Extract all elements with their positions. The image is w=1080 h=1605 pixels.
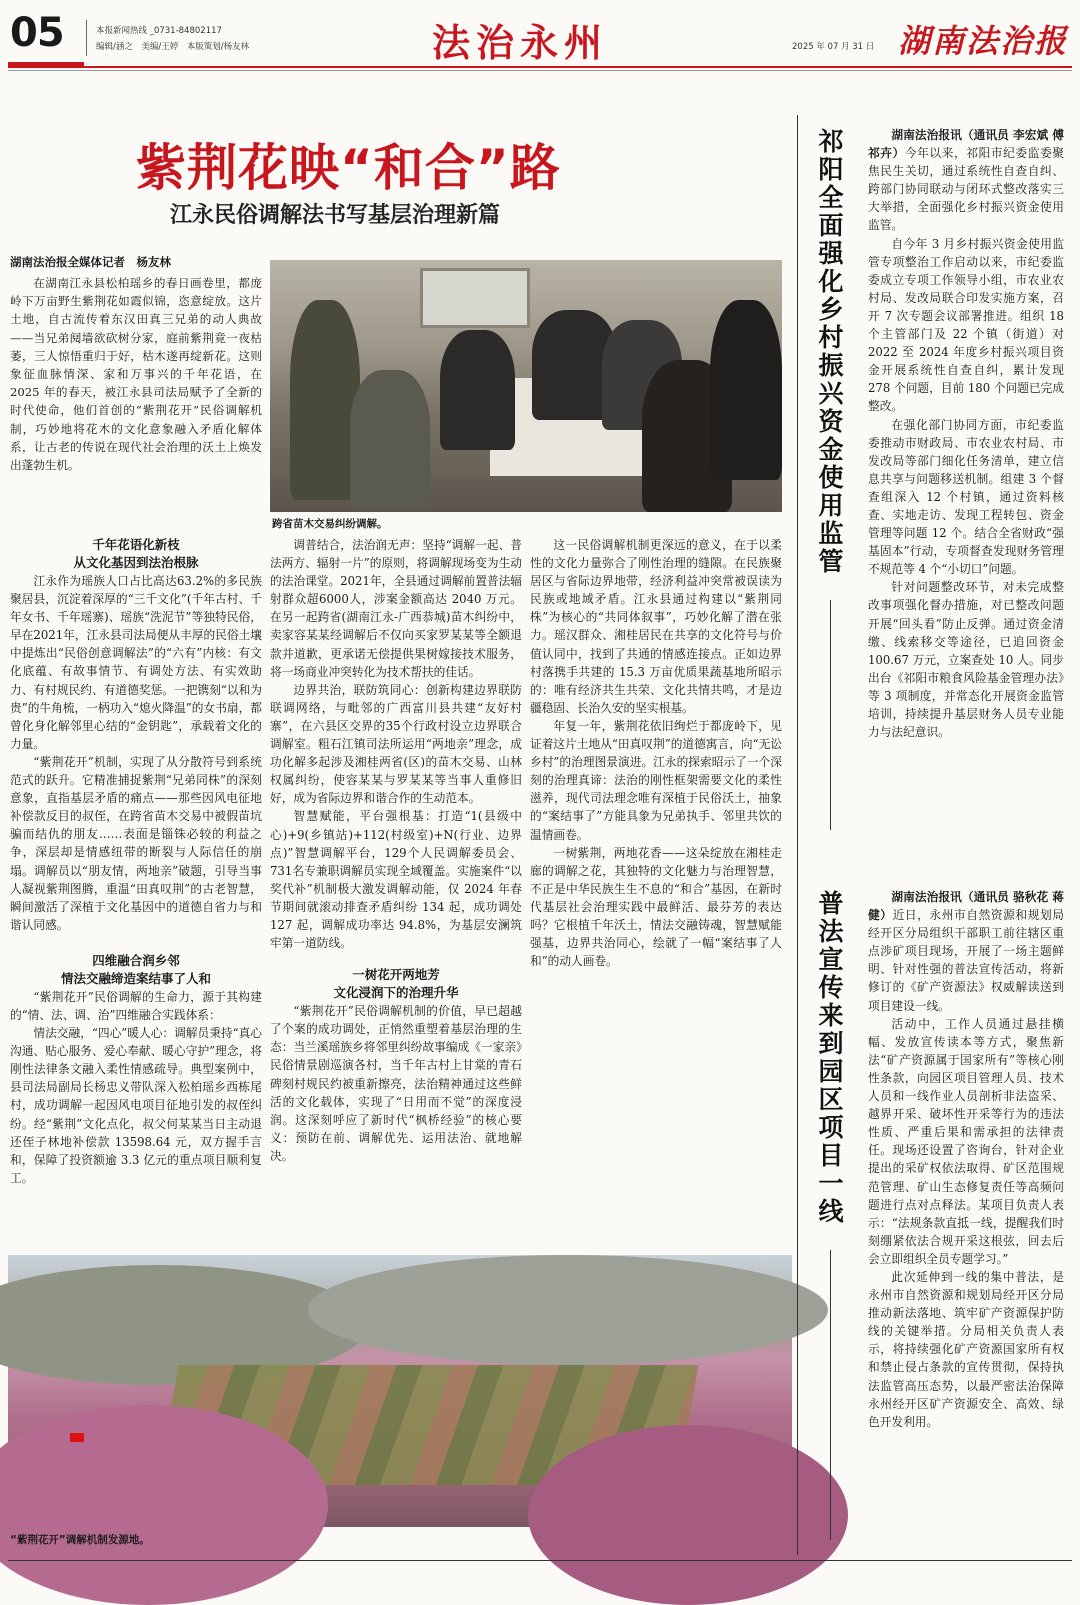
paragraph: 边界共治，联防筑同心：创新构建边界联防联调网络，与毗邻的广西富川县共建“友好村寨”，在六县区交界的35个行政村设立边界联合调解室。粗石江镇司法所运用“两地亲”理念，成功化解多起涉及湘桂两省(区)的苗木交易、山林权属纠纷，使容某某与罗某某等当事人重修旧好，成为省际边界和谐合作的生动范本。 xyxy=(270,682,522,806)
column-3 xyxy=(530,536,782,1256)
photo2-caption: “紫荆花开”调解机制发源地。 xyxy=(10,1534,150,1546)
story1-title-rule xyxy=(830,600,831,830)
section-2-title-line2: 情法交融缔造案结事了人和 xyxy=(60,970,211,986)
column-1 xyxy=(10,536,262,1185)
paragraph: 针对问题整改环节，对未完成整改事项强化督办措施，对已整改问题开展“回头看”防止反弹。通过资金清缴、线索移交等途径，已追回资金 100.67 万元，立案查处 10 人。同步出台《祁阳市粮食风险基金管理办法》等 3 项制度，并常态化开展资金监管培训，持续提升基层财务人员专业能力与法纪意识。 xyxy=(868,580,1064,740)
section-title: 法治永州 xyxy=(432,20,609,65)
photo-hill xyxy=(308,1255,828,1365)
mediation-photo xyxy=(270,260,782,512)
section-3-title-line2: 文化浸润下的治理升华 xyxy=(333,985,459,1001)
story1-title: 祁阳全面强化乡村振兴资金使用监管 xyxy=(815,128,844,576)
paragraph: 此次延伸到一线的集中普法，是永州市自然资源和规划局经开区分局推动新法落地、筑牢矿产资源保护防线的关键举措。分局相关负责人表示，将持续强化矿产资源国家所有权和禁止侵占条款的宣传贯彻，保持执法监管高压态势，以最严密法治保障永州经开区矿产资源安全、高效、绿色开发利用。 xyxy=(868,1269,1064,1429)
section-1-title-line1: 千年花语化新枝 xyxy=(92,537,180,552)
header-rule xyxy=(8,66,1072,68)
story1-body xyxy=(868,126,1064,846)
paragraph: 江永作为瑶族人口占比高达63.2%的多民族聚居县，沉淀着深厚的“三千文化”(千年古村、千年女书、千年瑶寨)、瑶族“洗泥节”等独特民俗，早在2021年，江永县司法局便从丰厚的民俗土壤中提炼出“民俗创意调解法”的“六有”内核：有文化底蕴、有故事情节、有调处方法、有实效助力、有村规民约、有道德奖惩。一把镌刻“以和为贵”的牛角梳，一柄功入“熄火降温”的女书扇，都曾化身化解邻里心结的“金钥匙”，承载着文化的力量。 xyxy=(10,574,262,751)
story1-lead-label: 湖南法治报讯（通讯员 李宏斌 傅祁卉） xyxy=(868,128,1064,161)
hotline: 本报新闻热线 _0731-84802117 xyxy=(96,26,222,36)
section-3-title-line1: 一树花开两地芳 xyxy=(352,967,440,983)
photo-red-vehicle xyxy=(70,1433,84,1442)
photo-person xyxy=(710,300,782,480)
paragraph: 年复一年，紫荆花依旧绚烂于都庞岭下，见证着这片土地从“田真叹荆”的道德寓言，向“无讼乡村”的治理图景演进。江永的探索昭示了一个深刻的治理真谛：法治的刚性框架需要文化的柔性滋养，现代司法理念唯有深植于民俗沃土，抽象的“案结事了”方能具象为兄弟执手、邻里共饮的温情画卷。 xyxy=(530,718,782,842)
paragraph: “紫荆花开”机制，实现了从分散符号到系统范式的跃升。它精准捕捉紫荆“兄弟同株”的深刻意象，直指基层矛盾的痛点——那些因风电征地补偿款反目的叔侄，在跨省苗木交易中被假苗坑骗而结仇的朋友……表面是锱铢必较的利益之争，深层却是情感纽带的断裂与人际信任的崩塌。调解员以“朋友情，两地亲”破题，引导当事人凝视紫荆图腾，重温“田真叹荆”的古老智慧，瞬间激活了深植于文化基因中的道德自省力与和谐认同感。 xyxy=(10,754,262,932)
section-1-title-line2: 从文化基因到法治根脉 xyxy=(73,555,199,570)
paragraph: “紫荆花开”民俗调解的生命力，源于其构建的“情、法、调、治”四维融合实践体系： xyxy=(10,989,262,1022)
photo-person xyxy=(440,330,515,450)
story2-body xyxy=(868,888,1064,1558)
page-number: 05 xyxy=(10,10,64,56)
paragraph: 自今年 3 月乡村振兴资金使用监管专项整治工作启动以来，市纪委监委成立专项工作领导小组，市农业农村局、发改局联合印发实施方案，召开 7 次专题会议部署推进。组织 18 个主管部门及 22 个镇（街道）对 2022 至 2024 年度乡村振兴项目资金开展系统性自查自纠，累计发现 278 个问题，目前 180 个问题已完成整改。 xyxy=(868,236,1065,414)
paragraph: 这一民俗调解机制更深远的意义，在于以柔性的文化力量弥合了刚性治理的缝隙。在民族聚居区与省际边界地带，经济利益冲突常被误读为民族或地域矛盾。江永县通过构建以“紫荆同株”为核心的“共同体叙事”，巧妙化解了潜在张力。瑶汉群众、湘桂居民在共享的文化符号与价值认同中，找到了共通的情感连接点。正如边界村落携手共建的 15.3 万亩优质果蔬基地所昭示的：唯有经济共生共荣、文化共情共鸣，才是边疆稳固、长治久安的坚实根基。 xyxy=(530,538,782,715)
section-2-title-line1: 四维融合润乡邻 xyxy=(92,952,180,968)
header-divider xyxy=(86,20,87,56)
photo-window xyxy=(420,268,530,328)
footer-rule xyxy=(8,1560,1072,1561)
photo1-caption: 跨省苗木交易纠纷调解。 xyxy=(272,518,388,530)
newspaper-logo: 湖南法治报 xyxy=(898,22,1069,60)
photo-person xyxy=(350,370,430,510)
paragraph: 情法交融，“四心”暖人心：调解员秉持“真心沟通、贴心服务、爱心奉献、暖心守护”理念，将刚性法律条文融入柔性情感疏导。典型案例中，县司法局副局长杨忠义带队深入松柏瑶乡西栋尾村，成功调解一起因风电项目征地引发的叔侄纠纷。经“紫荆”文化点化，叔父何某某当日主动退还侄子林地补偿款 13598.64 元，双方握手言和，保障了投资额逾 3.3 亿元的重点项目顺利复工。 xyxy=(10,1026,262,1185)
story2-title-rule xyxy=(830,1250,831,1540)
issue-date: 2025 年 07 月 31 日 xyxy=(792,42,875,52)
paragraph: 智慧赋能，平台强根基：打造“1(县级中心)+9(乡镇站)+112(村级室)+N(行业、边界点)”智慧调解平台，129个人民调解委员会、731名专兼职调解员实现全域覆盖。实施案件“以奖代补”机制极大激发调解动能，仅 2024 年春节期间就滚动排查矛盾纠纷 134 起，成功调处 127 起，调解成功率达 94.8%，为基层安澜筑牢第一道防线。 xyxy=(270,809,522,951)
paragraph: “紫荆花开”民俗调解机制的价值，早已超越了个案的成功调处，正悄然重塑着基层治理的生态：当兰溪瑶族乡将邻里纠纷故事编成《一家亲》民俗情景剧巡演各村，当千年古村上甘棠的青石碑刻村规民约被重新擦亮，法治精神通过这些鲜活的文化载体，实现了“日用而不觉”的深度浸润。这深刻呼应了新时代“枫桥经验”的核心要义：预防在前、调解优先、运用法治、就地解决。 xyxy=(270,1004,522,1163)
header-rule-thin xyxy=(8,70,1072,71)
lead-paragraph: 在湖南江永县松柏瑶乡的春日画卷里，都庞岭下万亩野生紫荆花如霞似锦，恣意绽放。这片土地，自古流传着东汉田真三兄弟的动人典故——当兄弟阋墙欲砍树分家，庭前紫荆竟一夜枯萎，三人惊悟重归于好，枯木遂再绽新花。这则象征血脉情深、家和万事兴的千年花语，在 2025 年的春天，被江永县司法局赋予了全新的时代使命，他们首创的“紫荆花开”民俗调解机制，巧妙地将花木的文化意象融入矛盾化解体系，让古老的传说在现代社会治理的沃土上焕发出蓬勃生机。 xyxy=(10,276,262,473)
paragraph: 在强化部门协同方面，市纪委监委推动市财政局、市农业农村局、市发改局等部门细化任务清单，建立信息共享与问题移送机制。组建 3 个督查组深入 12 个村镇，通过资料核查、实地走访、发现工程转包、资金管理等问题 12 个。结合全省财政“强基固本”行动，专项督查发现财务管理不规范等 4 个“小切口”问题。 xyxy=(868,417,1064,577)
paragraph: 活动中，工作人员通过悬挂横幅、发放宣传读本等方式，聚焦新法“矿产资源属于国家所有”等核心刚性条款，向园区项目管理人员、技术人员和一线作业人员剖析非法盗采、越界开采、破坏性开采等行为的违法性质、严重后果和需承担的法律责任。现场还设置了咨询台，针对企业提出的采矿权依法取得、矿区范围规范管理、矿山生态修复责任等高频问题进行点对点释法。某项目负责人表示：“法规条款直抵一线，提醒我们时刻绷紧依法合规开采这根弦，回去后会立即组织全员专题学习。” xyxy=(868,1016,1064,1266)
paragraph: 调普结合，法治润无声：坚持“调解一起、普法两方、辐射一片”的原则，将调解现场变为生动的法治课堂。2021年，全县通过调解前置普法辐射群众超6000人，涉案金额高达 2040 万元。在另一起跨省(湖南江永-广西恭城)苗木纠纷中，卖家容某某经调解后不仅向买家罗某某等全额退款并道歉，更承诺无偿提供果树嫁接技术服务，将一场商业冲突转化为技术帮扶的佳话。 xyxy=(270,538,522,679)
landscape-photo xyxy=(8,1255,792,1527)
sidebar-divider xyxy=(797,115,798,1555)
story2-title: 普法宣传来到园区项目一线 xyxy=(815,890,844,1226)
editors: 编辑/涵之 美编/王婷 本版策划/杨友林 xyxy=(96,42,250,52)
main-subheadline: 江永民俗调解法书写基层治理新篇 xyxy=(170,203,501,228)
photo-blossom xyxy=(528,1425,848,1605)
byline: 湖南法治报全媒体记者 杨友林 xyxy=(10,255,171,269)
story2-lead-label: 湖南法治报讯（通讯员 骆秋花 蒋健） xyxy=(868,890,1064,923)
paragraph: 一树紫荆，两地花香——这朵绽放在湘桂走廊的调解之花，其独特的文化魅力与治理智慧，不正是中华民族生生不息的“和合”基因，在新时代基层社会治理实践中最鲜活、最芬芳的表达吗？它根植千年沃土，情法交融铸魂，智慧赋能强基，边界共治同心，绘就了一幅“案结事了人和”的动人画卷。 xyxy=(530,845,782,969)
main-headline: 紫荆花映“和合”路 xyxy=(136,139,561,197)
column-2 xyxy=(270,536,522,1256)
paragraph: 近日，永州市自然资源和规划局经开区分局组织干部职工前往辖区重点涉矿项目现场，开展了一场主题鲜明、针对性强的普法宣传活动，将新修订的《矿产资源法》权威解读送到项目建设一线。 xyxy=(868,908,1064,1013)
paragraph: 今年以来，祁阳市纪委监委聚焦民生关切，通过系统性自查自纠、跨部门协同联动与闭环式整改落实三大举措，全面强化乡村振兴资金使用监管。 xyxy=(868,146,1064,233)
